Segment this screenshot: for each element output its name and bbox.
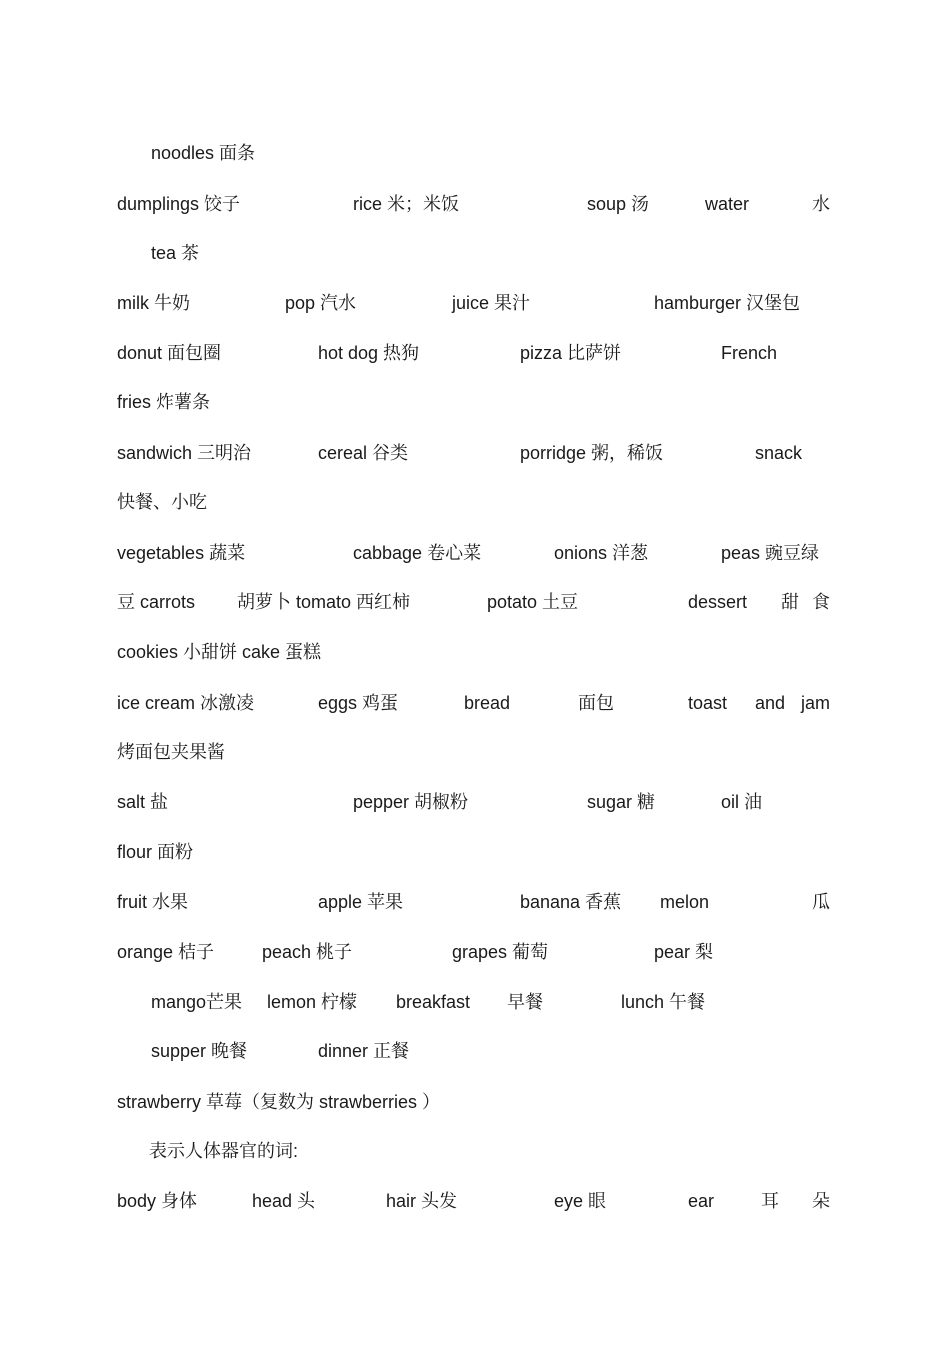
text-line [0,239,950,267]
word-entry: dinner 正餐 [318,1041,410,1061]
text-line [0,439,950,467]
text-line [0,289,950,317]
word-entry: toast [688,693,728,713]
word-entry: 早餐 [507,992,543,1012]
text-line [0,788,950,816]
word-entry: rice 米；米饭 [353,194,460,214]
word-entry: orange 桔子 [117,942,215,962]
word-entry: 朵 [812,1191,830,1211]
word-entry: strawberry 草莓（复数为 strawberries ） [117,1092,441,1112]
text-line [0,190,950,218]
word-entry: lunch 午餐 [621,992,706,1012]
text-line [0,339,950,367]
word-entry: snack [755,443,803,463]
word-entry: milk 牛奶 [117,293,190,313]
text-line [0,1187,950,1215]
text-line [0,488,950,516]
word-entry: cookies 小甜饼 cake 蛋糕 [117,642,322,662]
word-entry: sandwich 三明治 [117,443,252,463]
word-entry: juice 果汁 [452,293,531,313]
word-entry: flour 面粉 [117,842,194,862]
word-entry: fries 炸薯条 [117,392,211,412]
text-line [0,139,950,167]
word-entry: 烤面包夹果酱 [117,742,225,762]
word-entry: cabbage 卷心菜 [353,543,482,563]
word-entry: oil 油 [721,792,763,812]
word-entry: French [721,343,778,363]
word-entry: potato 土豆 [487,592,579,612]
word-entry: hot dog 热狗 [318,343,420,363]
word-entry: peas 豌豆绿 [721,543,820,563]
word-entry: dumplings 饺子 [117,194,241,214]
word-entry: dessert [688,592,748,612]
word-entry: soup 汤 [587,194,650,214]
word-entry: hair 头发 [386,1191,458,1211]
word-entry: 面包 [578,693,614,713]
word-entry: hamburger 汉堡包 [654,293,801,313]
text-line [0,689,950,717]
word-entry: salt 盐 [117,792,169,812]
word-entry: vegetables 蔬菜 [117,543,246,563]
word-entry: head 头 [252,1191,316,1211]
word-entry: pepper 胡椒粉 [353,792,469,812]
text-line [0,1137,950,1165]
word-entry: pear 梨 [654,942,714,962]
word-entry: 耳 [761,1191,779,1211]
word-entry: bread [464,693,511,713]
word-entry: 瓜 [812,892,830,912]
word-entry: 水 [812,194,830,214]
word-entry: eggs 鸡蛋 [318,693,399,713]
word-entry: 甜 [781,592,799,612]
word-entry: cereal 谷类 [318,443,409,463]
word-entry: fruit 水果 [117,892,189,912]
word-entry: onions 洋葱 [554,543,649,563]
word-entry: pizza 比萨饼 [520,343,622,363]
word-entry: jam [801,693,831,713]
word-entry: ice cream 冰激凌 [117,693,255,713]
word-entry: tea 茶 [151,243,200,263]
word-entry: noodles 面条 [151,143,256,163]
section-heading: 表示人体器官的词: [149,1141,299,1161]
text-line [0,988,950,1016]
text-line [0,1088,950,1116]
word-entry: peach 桃子 [262,942,353,962]
text-line [0,738,950,766]
text-line [0,888,950,916]
text-line [0,838,950,866]
word-entry: 快餐、小吃 [117,492,207,512]
word-entry: apple 苹果 [318,892,404,912]
text-line [0,1037,950,1065]
word-entry: supper 晚餐 [151,1041,248,1061]
word-entry: donut 面包圈 [117,343,222,363]
word-entry: porridge 粥，稀饭 [520,443,664,463]
word-entry: sugar 糖 [587,792,656,812]
word-entry: 胡萝卜 tomato 西红柿 [237,592,411,612]
word-entry: melon [660,892,710,912]
word-entry: ear [688,1191,715,1211]
text-line [0,938,950,966]
text-line [0,638,950,666]
word-entry: mango芒果 [151,992,243,1012]
word-entry: grapes 葡萄 [452,942,549,962]
word-entry: water [705,194,750,214]
word-entry: 食 [812,592,830,612]
word-entry: breakfast [396,992,471,1012]
text-line [0,588,950,616]
word-entry: lemon 柠檬 [267,992,358,1012]
word-entry: 豆 carrots [117,592,196,612]
text-line [0,388,950,416]
word-entry: banana 香蕉 [520,892,622,912]
word-entry: body 身体 [117,1191,198,1211]
text-line [0,539,950,567]
word-entry: pop 汽水 [285,293,357,313]
word-entry: and [755,693,786,713]
word-entry: eye 眼 [554,1191,607,1211]
